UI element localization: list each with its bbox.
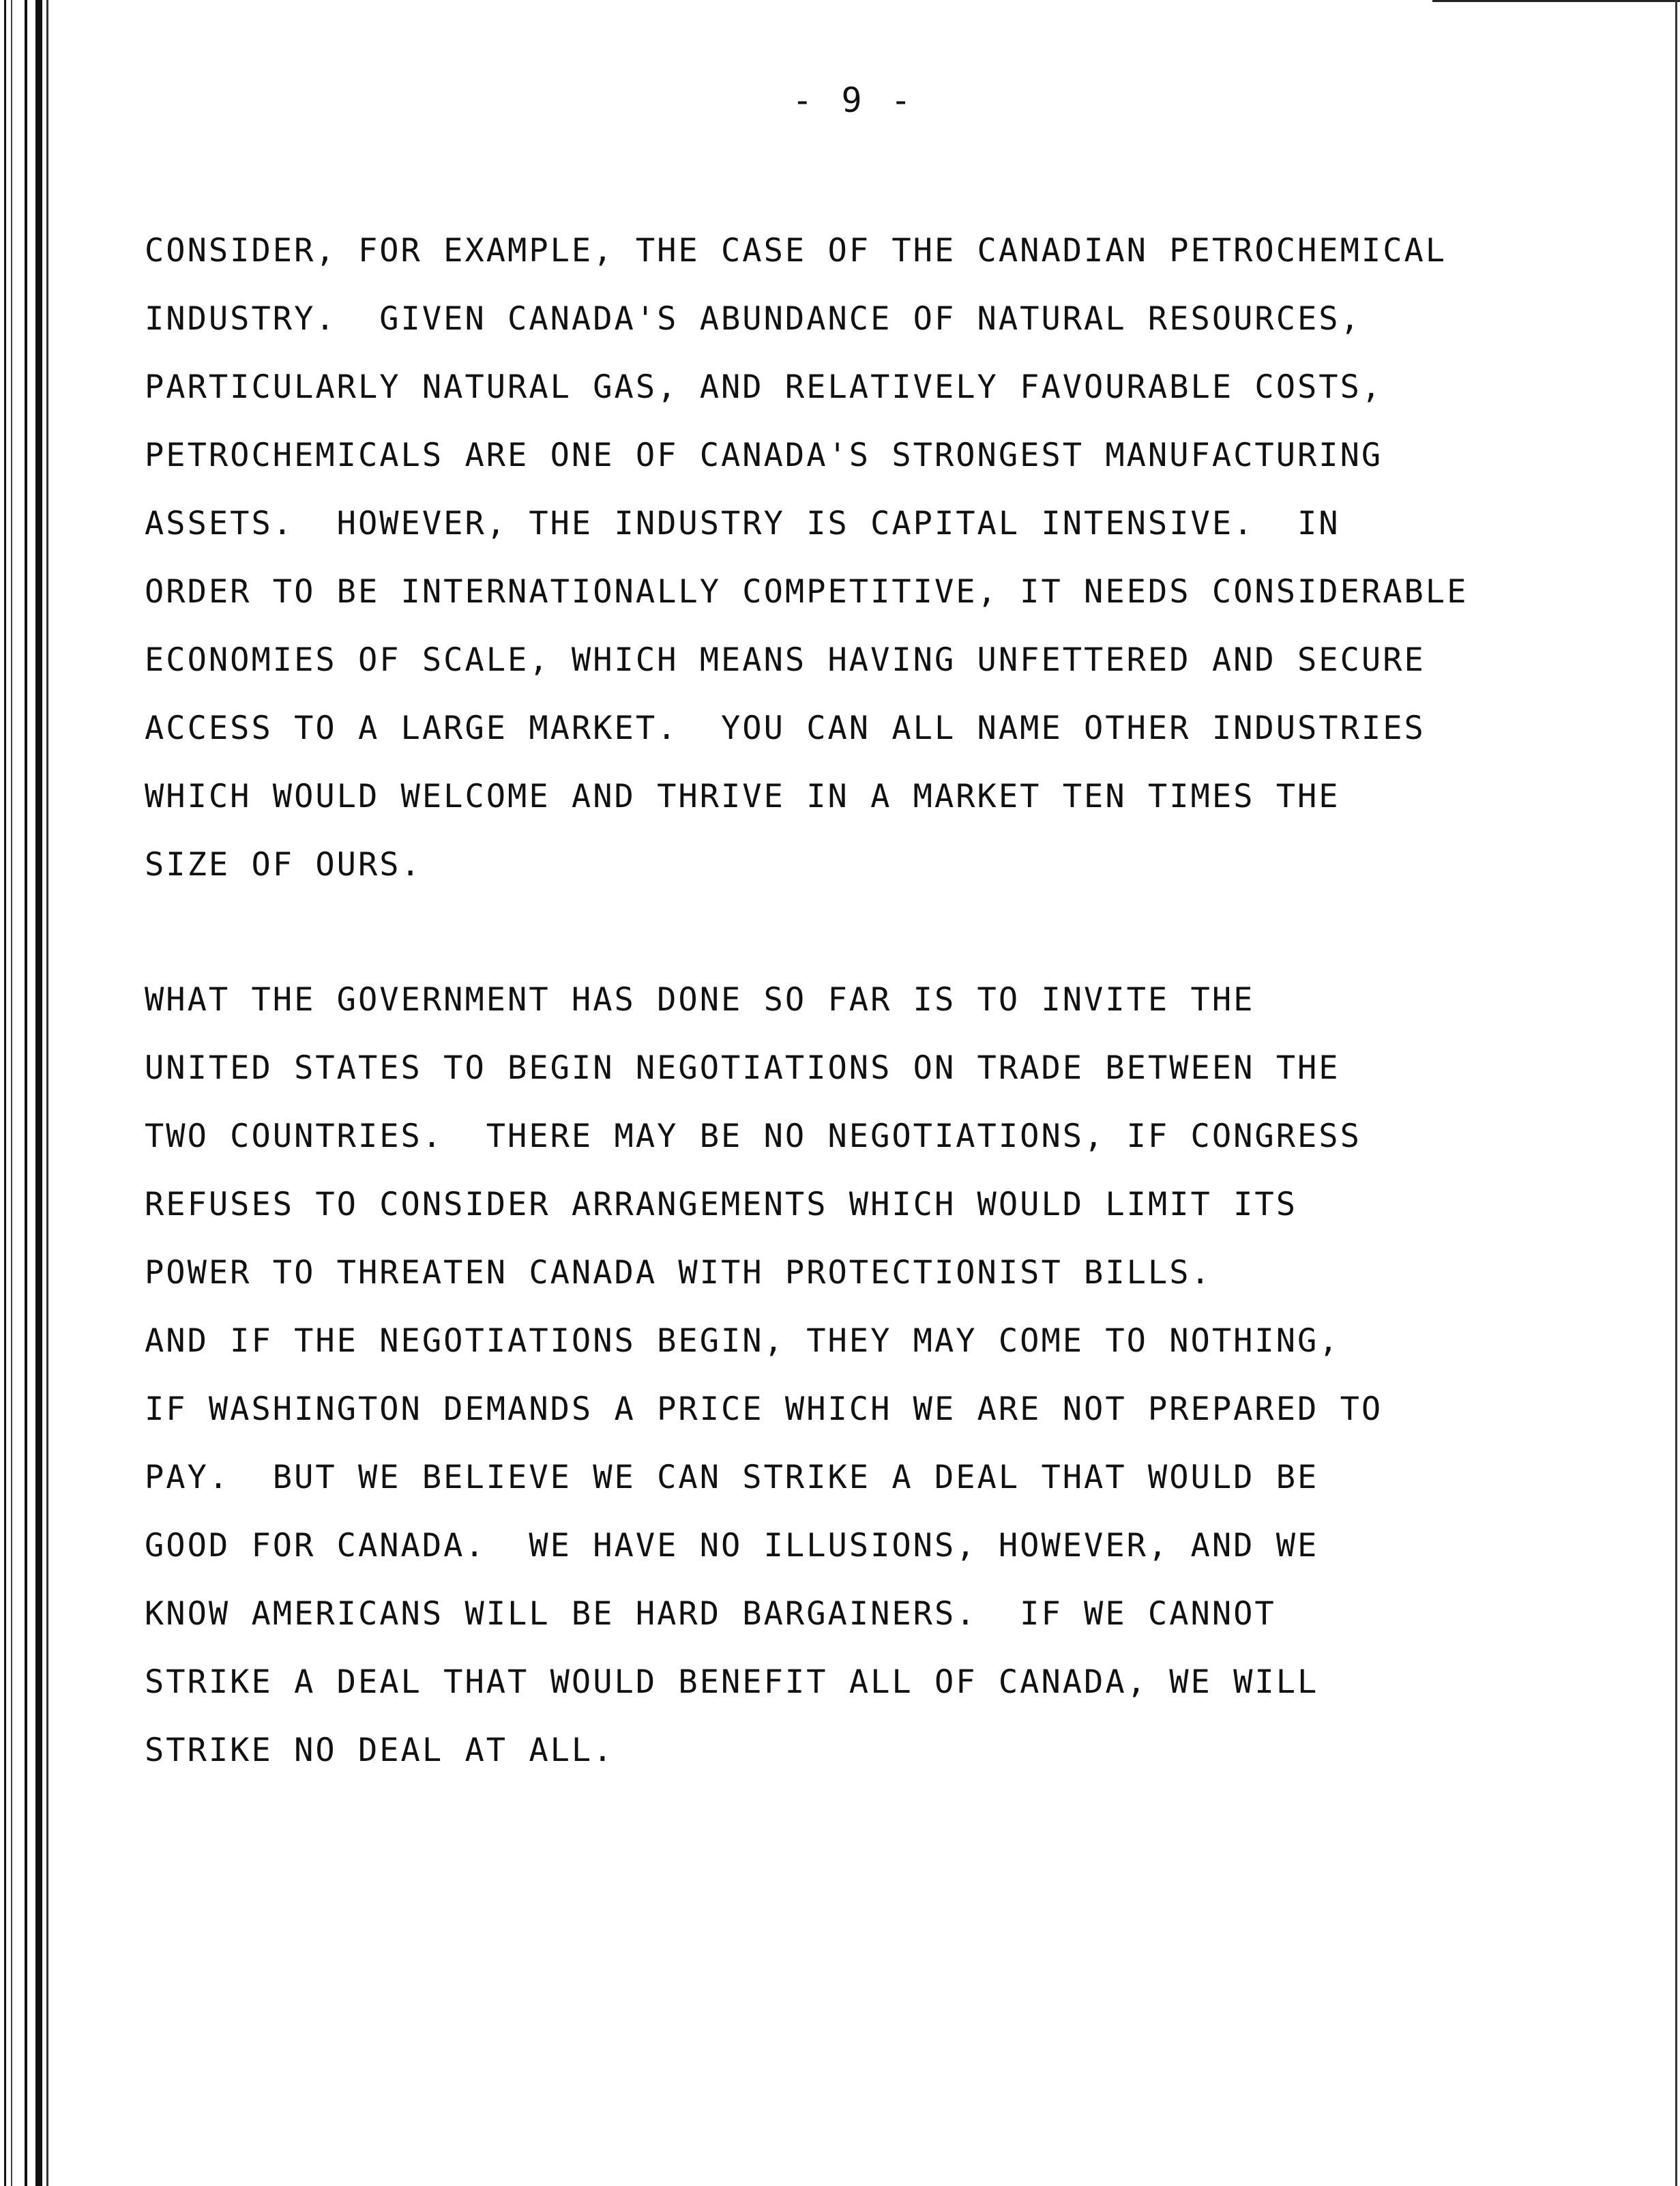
scan-right-edge <box>1675 0 1677 2186</box>
text-line: UNITED STATES TO BEGIN NEGOTIATIONS ON TRADE BETWEEN THE <box>145 1049 1340 1087</box>
text-line: STRIKE A DEAL THAT WOULD BENEFIT ALL OF CANADA, WE WILL <box>145 1663 1319 1701</box>
text-line: ASSETS. HOWEVER, THE INDUSTRY IS CAPITAL INTENSIVE. IN <box>145 505 1340 542</box>
scan-edge-line <box>25 0 27 2186</box>
text-line: WHICH WOULD WELCOME AND THRIVE IN A MARKET TEN TIMES THE <box>145 778 1340 815</box>
text-line: ORDER TO BE INTERNATIONALLY COMPETITIVE, IT NEEDS CONSIDERABLE <box>145 573 1469 611</box>
scan-edge-line <box>11 0 12 2186</box>
text-line: PAY. BUT WE BELIEVE WE CAN STRIKE A DEAL THAT WOULD BE <box>145 1459 1319 1496</box>
page-number: - 9 - <box>792 81 915 120</box>
text-line: KNOW AMERICANS WILL BE HARD BARGAINERS. IF WE CANNOT <box>145 1595 1276 1633</box>
text-line: GOOD FOR CANADA. WE HAVE NO ILLUSIONS, HOWEVER, AND WE <box>145 1527 1319 1564</box>
text-line: ACCESS TO A LARGE MARKET. YOU CAN ALL NAME OTHER INDUSTRIES <box>145 710 1426 747</box>
paragraph-spacer <box>145 899 1611 966</box>
text-line: INDUSTRY. GIVEN CANADA'S ABUNDANCE OF NATURAL RESOURCES, <box>145 300 1361 338</box>
text-line: STRIKE NO DEAL AT ALL. <box>145 1732 615 1769</box>
text-line: PARTICULARLY NATURAL GAS, AND RELATIVELY FAVOURABLE COSTS, <box>145 368 1383 406</box>
text-line: TWO COUNTRIES. THERE MAY BE NO NEGOTIATIONS, IF CONGRESS <box>145 1118 1361 1155</box>
text-line: POWER TO THREATEN CANADA WITH PROTECTIONIST BILLS. <box>145 1254 1212 1292</box>
document-body <box>145 217 1611 1785</box>
text-line: WHAT THE GOVERNMENT HAS DONE SO FAR IS TO INVITE THE <box>145 981 1255 1019</box>
text-line: IF WASHINGTON DEMANDS A PRICE WHICH WE ARE NOT PREPARED TO <box>145 1390 1383 1428</box>
scan-edge-line <box>46 0 48 2186</box>
paragraph-negotiations <box>145 966 1611 1785</box>
scan-edge-line <box>35 0 42 2186</box>
text-line: CONSIDER, FOR EXAMPLE, THE CASE OF THE CANADIAN PETROCHEMICAL <box>145 232 1447 269</box>
scan-top-edge <box>1432 0 1680 2</box>
text-line: AND IF THE NEGOTIATIONS BEGIN, THEY MAY COME TO NOTHING, <box>145 1322 1340 1360</box>
text-line: REFUSES TO CONSIDER ARRANGEMENTS WHICH WOULD LIMIT ITS <box>145 1186 1298 1223</box>
text-line: ECONOMIES OF SCALE, WHICH MEANS HAVING UNFETTERED AND SECURE <box>145 641 1426 679</box>
text-line: SIZE OF OURS. <box>145 846 422 884</box>
paragraph-petrochemical <box>145 217 1611 899</box>
text-line: PETROCHEMICALS ARE ONE OF CANADA'S STRONGEST MANUFACTURING <box>145 437 1383 474</box>
scan-binding-edge <box>0 0 55 2186</box>
scan-edge-line <box>4 0 6 2186</box>
